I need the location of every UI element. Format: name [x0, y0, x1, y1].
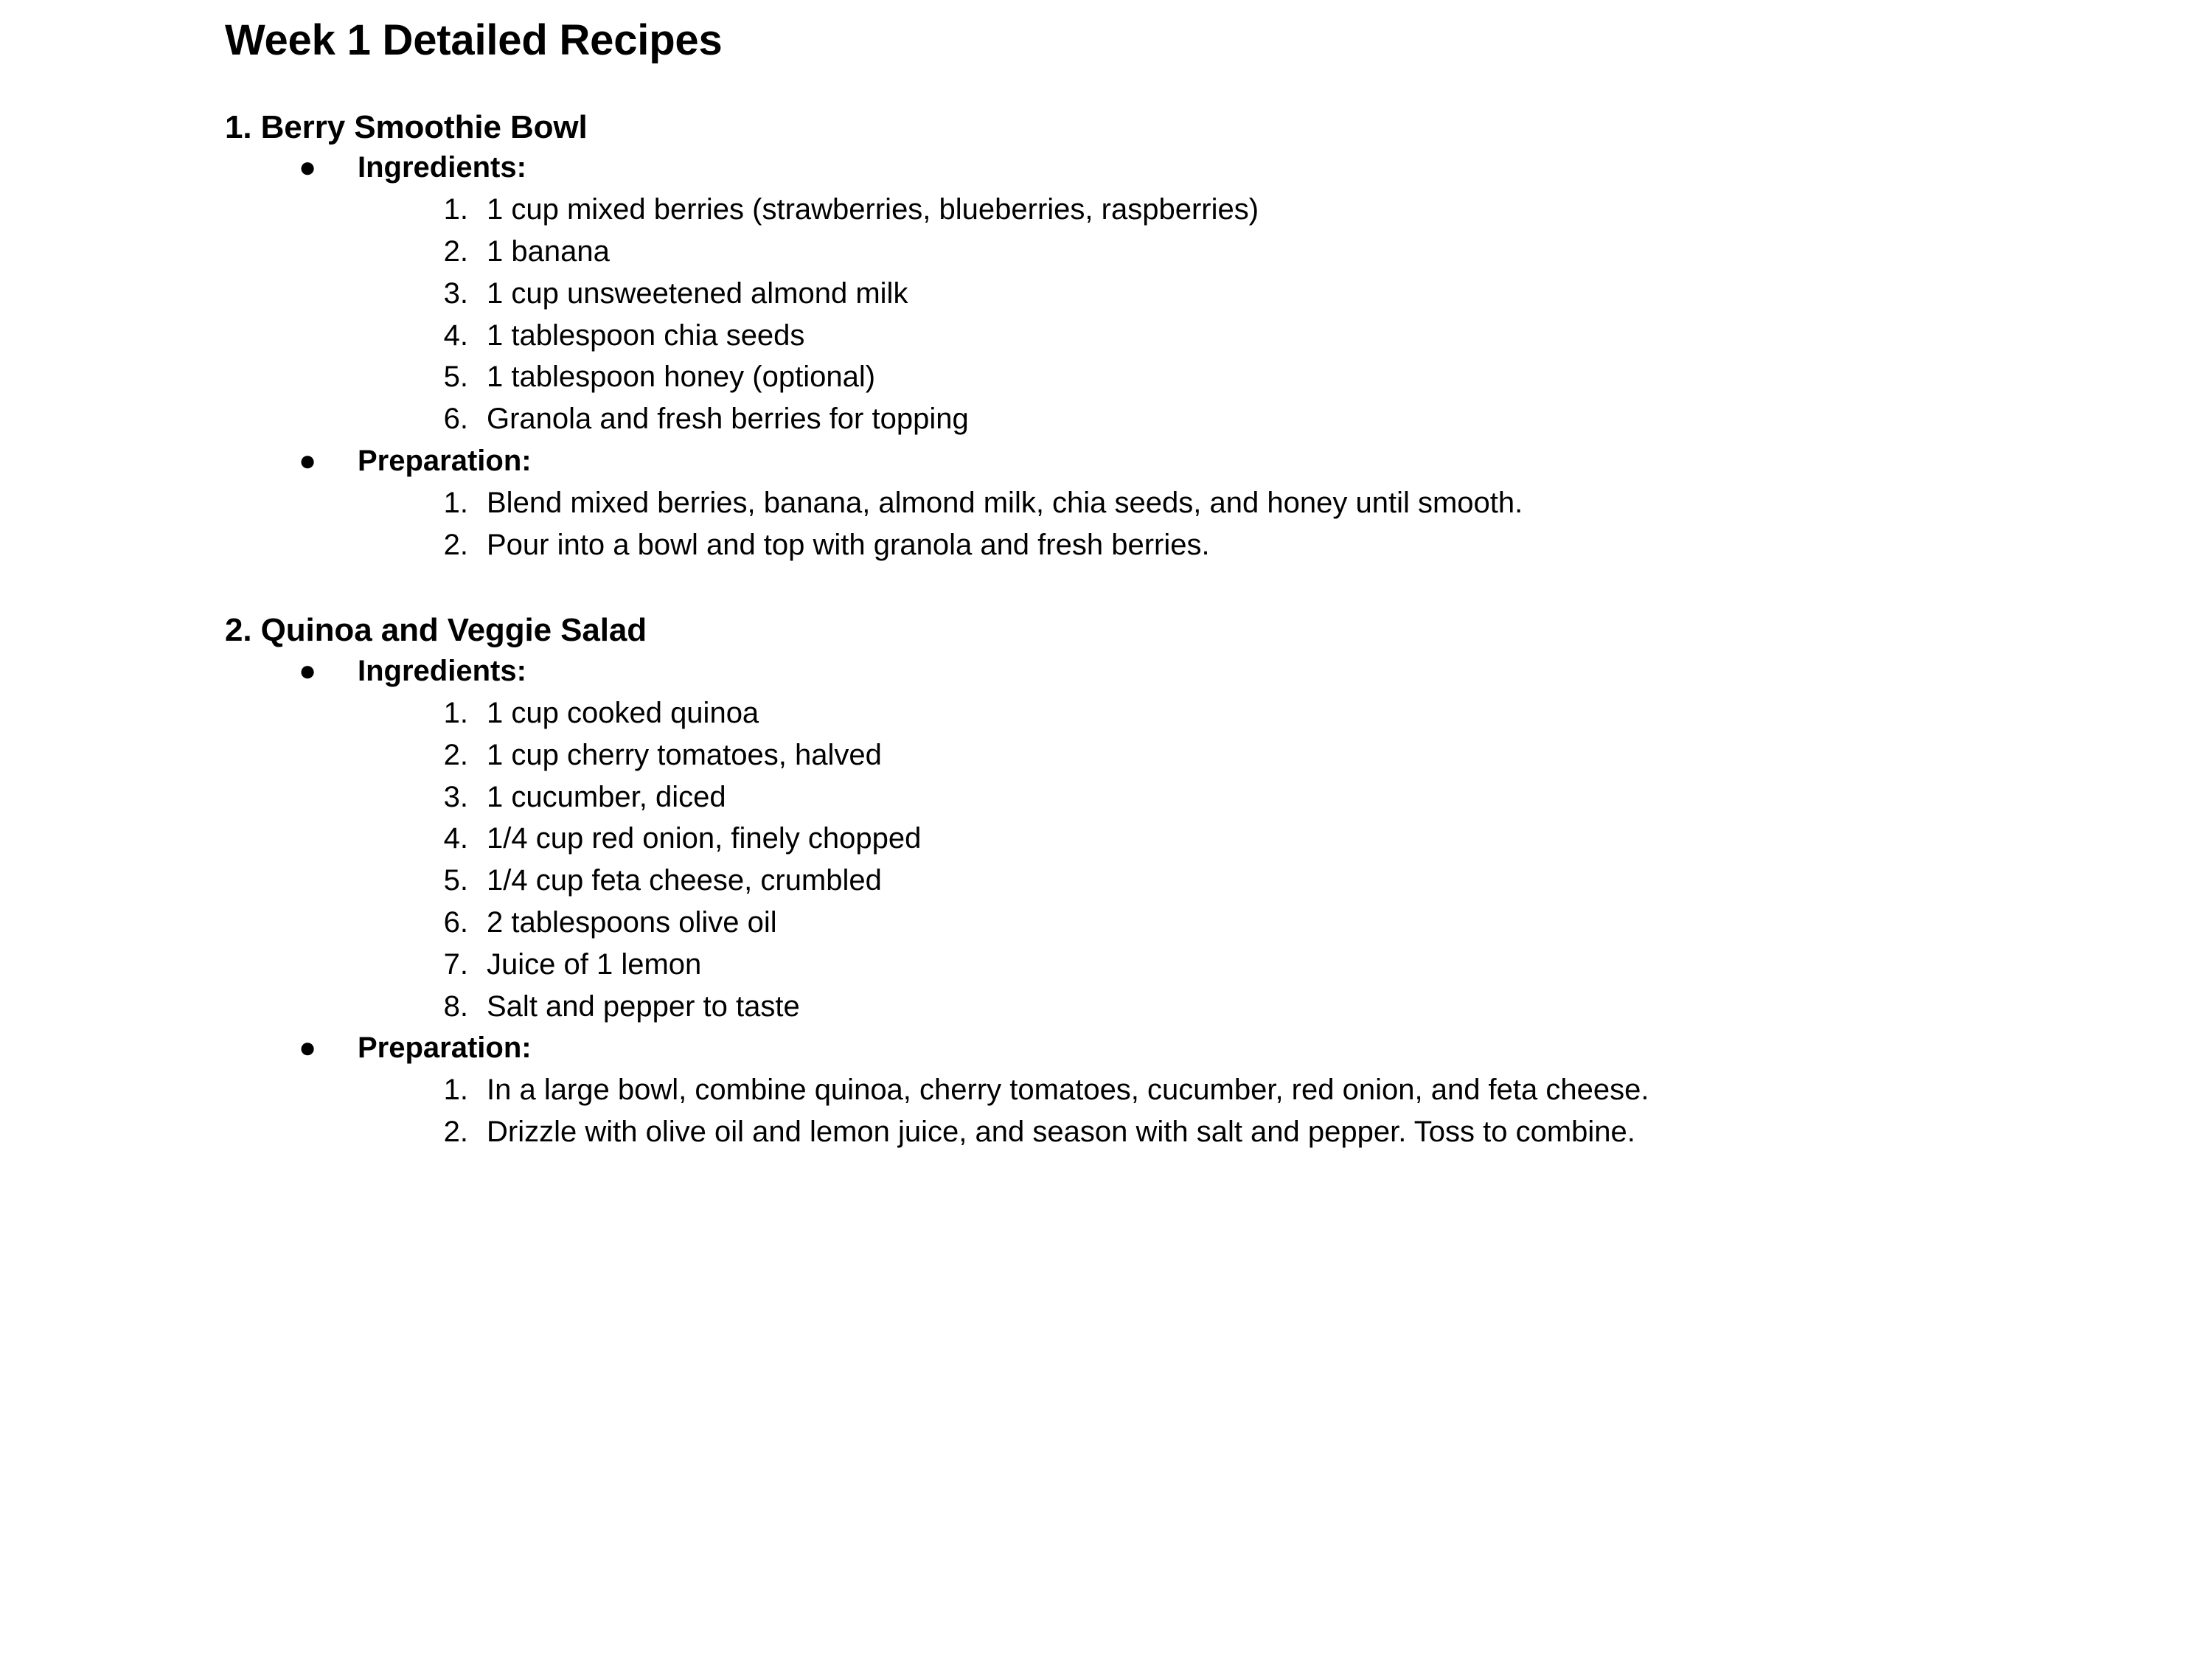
recipe-heading-2: 2. Quinoa and Veggie Salad	[225, 612, 647, 649]
list-item	[358, 482, 2212, 524]
bullet-icon: ●	[299, 151, 317, 184]
recipe-section-2	[225, 611, 2212, 1152]
ingredients-list-2	[358, 692, 2212, 1027]
ingredients-label-2: Ingredients:	[358, 655, 526, 688]
list-marker: 4.	[443, 319, 468, 352]
list-item	[358, 776, 2212, 818]
list-item	[358, 356, 2212, 398]
list-marker: 4.	[443, 822, 468, 855]
list-marker: 7.	[443, 947, 468, 981]
preparation-label-1: Preparation:	[358, 445, 532, 478]
list-item-text: 1 cup cherry tomatoes, halved	[487, 738, 882, 771]
list-marker: 2.	[443, 738, 468, 771]
list-marker: 8.	[443, 990, 468, 1023]
list-item	[358, 315, 2212, 357]
list-marker: 3.	[443, 276, 468, 310]
list-item-text: 2 tablespoons olive oil	[487, 906, 777, 939]
list-item-text: 1/4 cup feta cheese, crumbled	[487, 864, 882, 897]
ingredients-list-1	[358, 189, 2212, 440]
preparation-label-2: Preparation:	[358, 1032, 532, 1065]
list-item	[358, 692, 2212, 734]
list-item-text: 1 tablespoon honey (optional)	[487, 361, 876, 394]
bullet-icon: ●	[299, 655, 317, 688]
list-item-text: 1 cup mixed berries (strawberries, blueberries, raspberries)	[487, 193, 1259, 226]
list-item-text: In a large bowl, combine quinoa, cherry tomatoes, cucumber, red onion, and feta cheese.	[487, 1074, 1649, 1107]
list-item	[358, 524, 2212, 566]
list-marker: 6.	[443, 906, 468, 939]
preparation-list-2	[358, 1069, 2212, 1153]
list-item	[358, 231, 2212, 273]
list-item-text: Drizzle with olive oil and lemon juice, and season with salt and pepper. Toss to combine.	[487, 1116, 1635, 1149]
list-item-text: 1 cup unsweetened almond milk	[487, 276, 908, 310]
list-item-text: Pour into a bowl and top with granola and fresh berries.	[487, 528, 1210, 561]
list-item	[358, 860, 2212, 902]
list-item-text: 1 cucumber, diced	[487, 780, 726, 813]
list-item-text: 1 tablespoon chia seeds	[487, 319, 805, 352]
list-item	[358, 986, 2212, 1028]
ingredients-block-2	[225, 650, 2212, 1027]
ingredients-label-1: Ingredients:	[358, 151, 526, 184]
list-item-text: 1 banana	[487, 235, 610, 268]
list-item	[358, 398, 2212, 440]
list-item	[358, 1069, 2212, 1111]
recipe-2-bullet-list	[225, 650, 2212, 1153]
page-title: Week 1 Detailed Recipes	[225, 16, 723, 64]
list-marker: 1.	[443, 193, 468, 226]
list-marker: 5.	[443, 864, 468, 897]
list-item-text: 1 cup cooked quinoa	[487, 697, 759, 730]
list-item-text: Blend mixed berries, banana, almond milk, chia seeds, and honey until smooth.	[487, 486, 1523, 519]
list-item-text: 1/4 cup red onion, finely chopped	[487, 822, 922, 855]
list-item	[358, 273, 2212, 315]
list-marker: 1.	[443, 1074, 468, 1107]
list-item	[358, 902, 2212, 944]
list-item	[358, 189, 2212, 231]
list-marker: 1.	[443, 486, 468, 519]
list-item	[358, 734, 2212, 776]
list-item	[358, 818, 2212, 860]
list-item-text: Salt and pepper to taste	[487, 990, 800, 1023]
list-marker: 5.	[443, 361, 468, 394]
list-marker: 2.	[443, 528, 468, 561]
list-marker: 2.	[443, 1116, 468, 1149]
preparation-block-1	[225, 440, 2212, 566]
recipe-1-bullet-list	[225, 147, 2212, 566]
preparation-list-1	[358, 482, 2212, 566]
bullet-icon: ●	[299, 1032, 317, 1065]
list-item	[358, 944, 2212, 986]
bullet-icon: ●	[299, 445, 317, 478]
list-marker: 6.	[443, 403, 468, 436]
list-marker: 2.	[443, 235, 468, 268]
list-marker: 1.	[443, 697, 468, 730]
recipe-heading-1: 1. Berry Smoothie Bowl	[225, 108, 588, 145]
list-item-text: Juice of 1 lemon	[487, 947, 702, 981]
list-item-text: Granola and fresh berries for topping	[487, 403, 969, 436]
recipe-section-1	[225, 108, 2212, 566]
preparation-block-2	[225, 1027, 2212, 1152]
list-item	[358, 1111, 2212, 1153]
ingredients-block-1	[225, 147, 2212, 440]
list-marker: 3.	[443, 780, 468, 813]
